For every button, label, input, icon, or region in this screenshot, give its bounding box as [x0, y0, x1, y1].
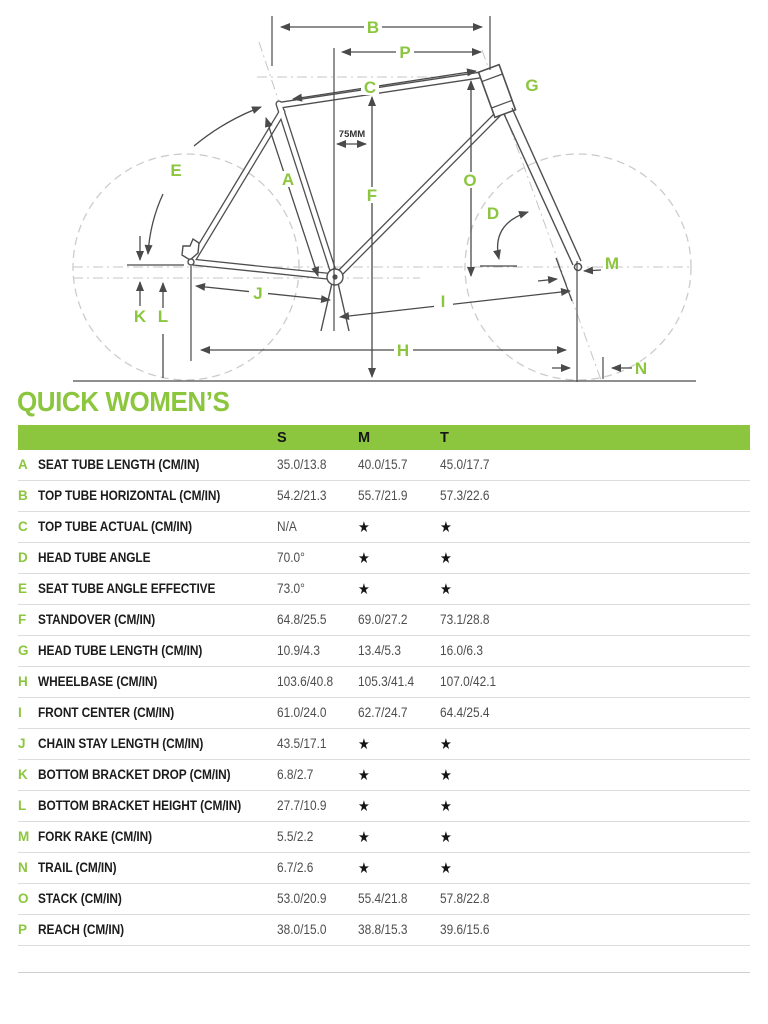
geometry-row [18, 915, 750, 946]
row-value-m: 38.8/15.3 [358, 922, 408, 937]
row-label: CHAIN STAY LENGTH (CM/IN) [38, 736, 204, 751]
row-value-s: 10.9/4.3 [277, 643, 320, 658]
row-label: STACK (CM/IN) [38, 891, 122, 906]
row-letter: G [18, 643, 29, 658]
header-spacer [38, 425, 277, 450]
row-value-s: 54.2/21.3 [277, 488, 327, 503]
label-i: I [440, 292, 446, 311]
row-value-s: 6.7/2.6 [277, 860, 314, 875]
row-value-m: 105.3/41.4 [358, 674, 415, 689]
size-header-row [18, 425, 750, 450]
geometry-row [18, 512, 750, 543]
frame-tubes-core [192, 74, 500, 277]
row-value-m: 69.0/27.2 [358, 612, 408, 627]
rear-axle [188, 259, 194, 265]
geometry-row [18, 853, 750, 884]
row-value-m: ★ [358, 735, 370, 753]
annotation-75mm: 75MM [338, 129, 366, 140]
row-value-m: 55.4/21.8 [358, 891, 408, 906]
row-label: BOTTOM BRACKET DROP (CM/IN) [38, 767, 231, 782]
row-value-s: 103.6/40.8 [277, 674, 334, 689]
row-label: SEAT TUBE LENGTH (CM/IN) [38, 457, 200, 472]
row-letter: I [18, 705, 22, 720]
crank-arm [321, 283, 332, 331]
row-value-t: ★ [440, 828, 452, 846]
geometry-row [18, 884, 750, 915]
dim-c [293, 71, 476, 99]
row-value-m: 62.7/24.7 [358, 705, 408, 720]
front-axle [575, 264, 582, 271]
geometry-row [18, 760, 750, 791]
row-value-s: N/A [277, 519, 297, 534]
head-tube [479, 65, 516, 118]
dimension-lines [140, 27, 632, 378]
row-letter: D [18, 550, 28, 565]
geometry-row [18, 605, 750, 636]
row-value-t: 57.3/22.6 [440, 488, 490, 503]
label-j: J [253, 284, 263, 303]
label-l: L [157, 307, 169, 326]
geometry-row [18, 822, 750, 853]
row-value-s: 27.7/10.9 [277, 798, 327, 813]
dim-d-arc [498, 212, 528, 259]
row-value-t: ★ [440, 549, 452, 567]
row-letter: J [18, 736, 26, 751]
col-header-t: T [440, 429, 449, 446]
row-letter: F [18, 612, 27, 627]
label-f: F [366, 186, 378, 205]
row-label: FORK RAKE (CM/IN) [38, 829, 153, 844]
row-value-t: 45.0/17.7 [440, 457, 490, 472]
row-value-m: ★ [358, 580, 370, 598]
row-letter: E [18, 581, 28, 596]
label-e: E [170, 161, 182, 180]
row-value-t: 107.0/42.1 [440, 674, 497, 689]
row-value-m: 13.4/5.3 [358, 643, 401, 658]
row-value-t: ★ [440, 518, 452, 536]
row-value-s: 35.0/13.8 [277, 457, 327, 472]
row-value-s: 43.5/17.1 [277, 736, 327, 751]
row-value-s: 6.8/2.7 [277, 767, 314, 782]
row-letter: P [18, 922, 28, 937]
row-value-t: 39.6/15.6 [440, 922, 490, 937]
label-p: P [399, 43, 411, 62]
row-letter: N [18, 860, 28, 875]
row-label: TOP TUBE ACTUAL (CM/IN) [38, 519, 192, 534]
label-k: K [133, 307, 147, 326]
row-value-t: ★ [440, 859, 452, 877]
row-label: STANDOVER (CM/IN) [38, 612, 156, 627]
row-value-t: 16.0/6.3 [440, 643, 483, 658]
geometry-row [18, 450, 750, 481]
geometry-table-body [18, 450, 750, 946]
row-value-s: 70.0° [277, 550, 305, 565]
row-value-t: ★ [440, 797, 452, 815]
row-letter: M [18, 829, 30, 844]
bike-geometry-diagram [0, 0, 768, 388]
row-label: HEAD TUBE ANGLE [38, 550, 151, 565]
frame-tubes [192, 74, 500, 277]
row-label: TRAIL (CM/IN) [38, 860, 117, 875]
label-g: G [525, 76, 539, 95]
row-label: TOP TUBE HORIZONTAL (CM/IN) [38, 488, 221, 503]
dimension-labels [134, 18, 647, 378]
dim-m [538, 279, 557, 281]
dim-m [584, 270, 601, 271]
row-value-t: 64.4/25.4 [440, 705, 490, 720]
row-value-m: ★ [358, 766, 370, 784]
row-value-t: ★ [440, 735, 452, 753]
row-value-m: ★ [358, 797, 370, 815]
crank-arm [338, 283, 349, 331]
row-value-s: 64.8/25.5 [277, 612, 327, 627]
geometry-row [18, 481, 750, 512]
geometry-row [18, 636, 750, 667]
row-value-m: ★ [358, 549, 370, 567]
row-value-t: ★ [440, 766, 452, 784]
dim-e-arc [194, 107, 261, 146]
header-spacer [18, 425, 38, 450]
label-h: H [396, 341, 410, 360]
fork-blade [512, 108, 581, 261]
row-label: FRONT CENTER (CM/IN) [38, 705, 175, 720]
row-letter: O [18, 891, 29, 906]
label-c: C [363, 78, 377, 97]
row-value-m: 40.0/15.7 [358, 457, 408, 472]
geometry-row [18, 698, 750, 729]
dim-i [340, 291, 570, 317]
label-a: A [281, 170, 295, 189]
geometry-table [18, 425, 750, 946]
row-label: REACH (CM/IN) [38, 922, 124, 937]
row-label: BOTTOM BRACKET HEIGHT (CM/IN) [38, 798, 242, 813]
row-label: WHEELBASE (CM/IN) [38, 674, 158, 689]
col-header-s: S [277, 429, 287, 446]
row-value-m: ★ [358, 859, 370, 877]
row-value-t: 73.1/28.8 [440, 612, 490, 627]
label-o: O [463, 171, 477, 190]
row-value-m: 55.7/21.9 [358, 488, 408, 503]
row-letter: L [18, 798, 27, 813]
row-letter: K [18, 767, 28, 782]
geometry-row [18, 667, 750, 698]
diagram-area [0, 0, 768, 388]
row-value-s: 38.0/15.0 [277, 922, 327, 937]
row-value-m: ★ [358, 518, 370, 536]
geometry-row [18, 729, 750, 760]
geometry-row [18, 791, 750, 822]
row-value-s: 73.0° [277, 581, 305, 596]
row-letter: C [18, 519, 28, 534]
row-letter: H [18, 674, 28, 689]
row-value-s: 5.5/2.2 [277, 829, 314, 844]
page-title: QUICK WOMEN’S [17, 386, 230, 417]
fork-blade [504, 114, 573, 265]
fork-and-parts [182, 108, 582, 331]
label-m: M [604, 254, 620, 273]
geometry-row [18, 574, 750, 605]
row-value-m: ★ [358, 828, 370, 846]
label-n: N [634, 359, 648, 378]
row-letter: B [18, 488, 28, 503]
header-spacer [560, 425, 750, 450]
col-header-m: M [358, 429, 371, 446]
row-value-s: 61.0/24.0 [277, 705, 327, 720]
label-d: D [486, 204, 500, 223]
row-label: SEAT TUBE ANGLE EFFECTIVE [38, 581, 216, 596]
dim-e-arc [148, 194, 163, 254]
row-value-t: 57.8/22.8 [440, 891, 490, 906]
footer-rule [18, 972, 750, 973]
geometry-row [18, 543, 750, 574]
row-value-s: 53.0/20.9 [277, 891, 327, 906]
row-value-t: ★ [440, 580, 452, 598]
row-letter: A [18, 457, 28, 472]
label-b: B [366, 18, 380, 37]
row-label: HEAD TUBE LENGTH (CM/IN) [38, 643, 203, 658]
